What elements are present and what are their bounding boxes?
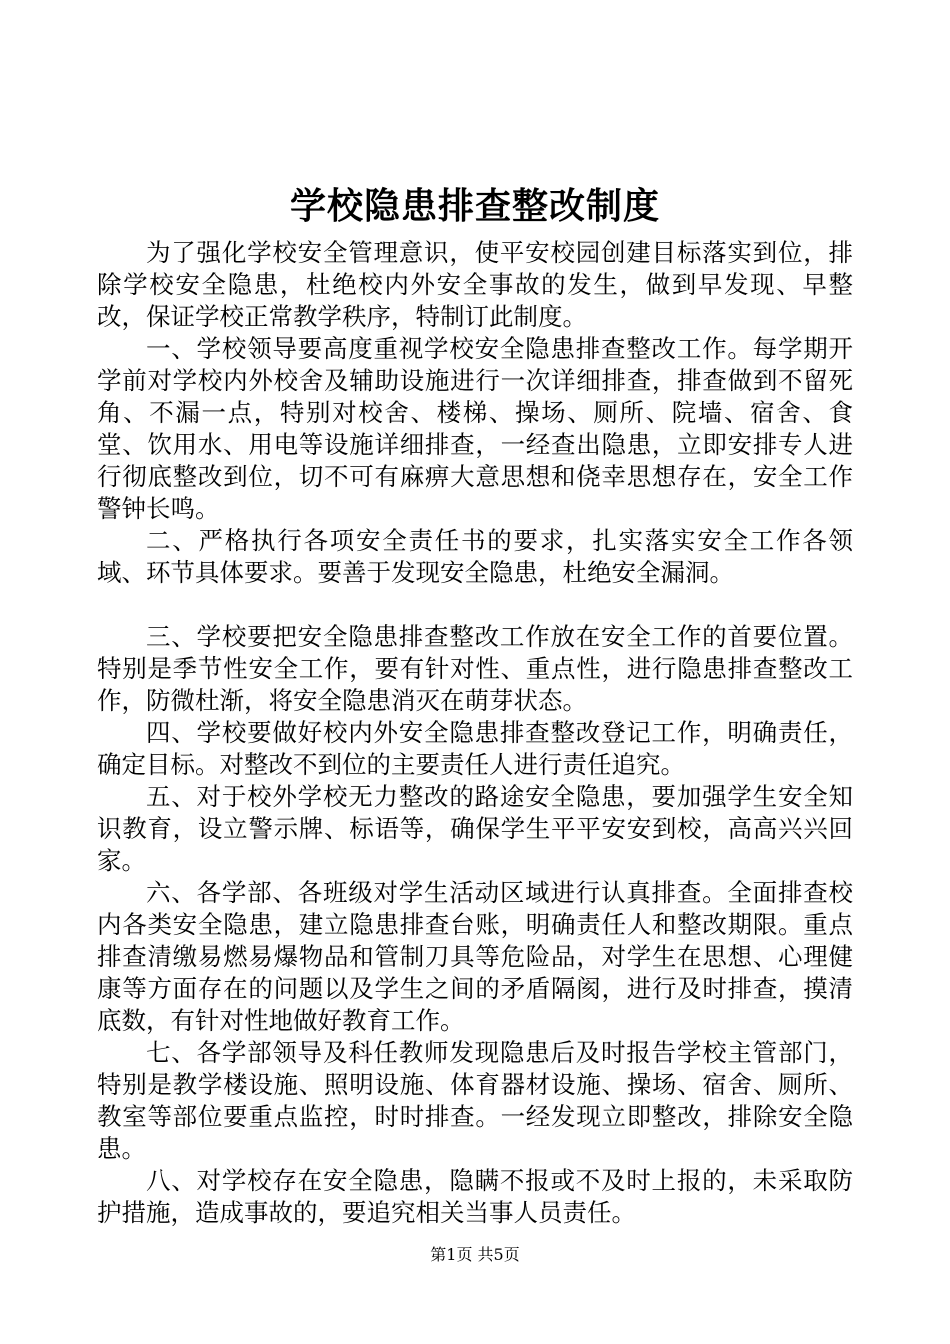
paragraph-item-2: 二、严格执行各项安全责任书的要求，扎实落实安全工作各领域、环节具体要求。要善于发现安全隐患，杜绝安全漏洞。 [97, 526, 853, 587]
document-title: 学校隐患排查整改制度 [289, 186, 660, 227]
paragraph-item-4: 四、学校要做好校内外安全隐患排查整改登记工作，明确责任，确定目标。对整改不到位的主要责任人进行责任追究。 [97, 718, 853, 779]
paragraph-intro: 为了强化学校安全管理意识，使平安校园创建目标落实到位，排除学校安全隐患，杜绝校内外安全事故的发生，做到早发现、早整改，保证学校正常教学秩序，特制订此制度。 [97, 238, 853, 331]
document-body [97, 237, 853, 1229]
paragraph-item-8: 八、对学校存在安全隐患，隐瞒不报或不及时上报的，未采取防护措施，造成事故的，要追究相关当事人员责任。 [97, 1166, 853, 1227]
paragraph-item-6: 六、各学部、各班级对学生活动区域进行认真排查。全面排查校内各类安全隐患，建立隐患排查台账，明确责任人和整改期限。重点排查清缴易燃易爆物品和管制刀具等危险品，对学生在思想、心理健康等方面存在的问题以及学生之间的矛盾隔阂，进行及时排查，摸清底数，有针对性地做好教育工作。 [97, 878, 853, 1035]
paragraph-item-1: 一、学校领导要高度重视学校安全隐患排查整改工作。每学期开学前对学校内外校舍及辅助设施进行一次详细排查，排查做到不留死角、不漏一点，特别对校舍、楼梯、操场、厕所、院墙、宿舍、食堂、饮用水、用电等设施详细排查，一经查出隐患，立即安排专人进行彻底整改到位，切不可有麻痹大意思想和侥幸思想存在，安全工作警钟长鸣。 [97, 334, 853, 523]
page-number-footer: 第1页 共5页 [430, 1245, 520, 1264]
paragraph-item-5: 五、对于校外学校无力整改的路途安全隐患，要加强学生安全知识教育，设立警示牌、标语等，确保学生平平安安到校，高高兴兴回家。 [97, 782, 853, 875]
paragraph-item-7: 七、各学部领导及科任教师发现隐患后及时报告学校主管部门，特别是教学楼设施、照明设施、体育器材设施、操场、宿舍、厕所、教室等部位要重点监控，时时排查。一经发现立即整改，排除安全隐患。 [97, 1038, 853, 1163]
paragraph-item-3: 三、学校要把安全隐患排查整改工作放在安全工作的首要位置。特别是季节性安全工作，要有针对性、重点性，进行隐患排查整改工作，防微杜渐，将安全隐患消灭在萌芽状态。 [97, 622, 853, 715]
